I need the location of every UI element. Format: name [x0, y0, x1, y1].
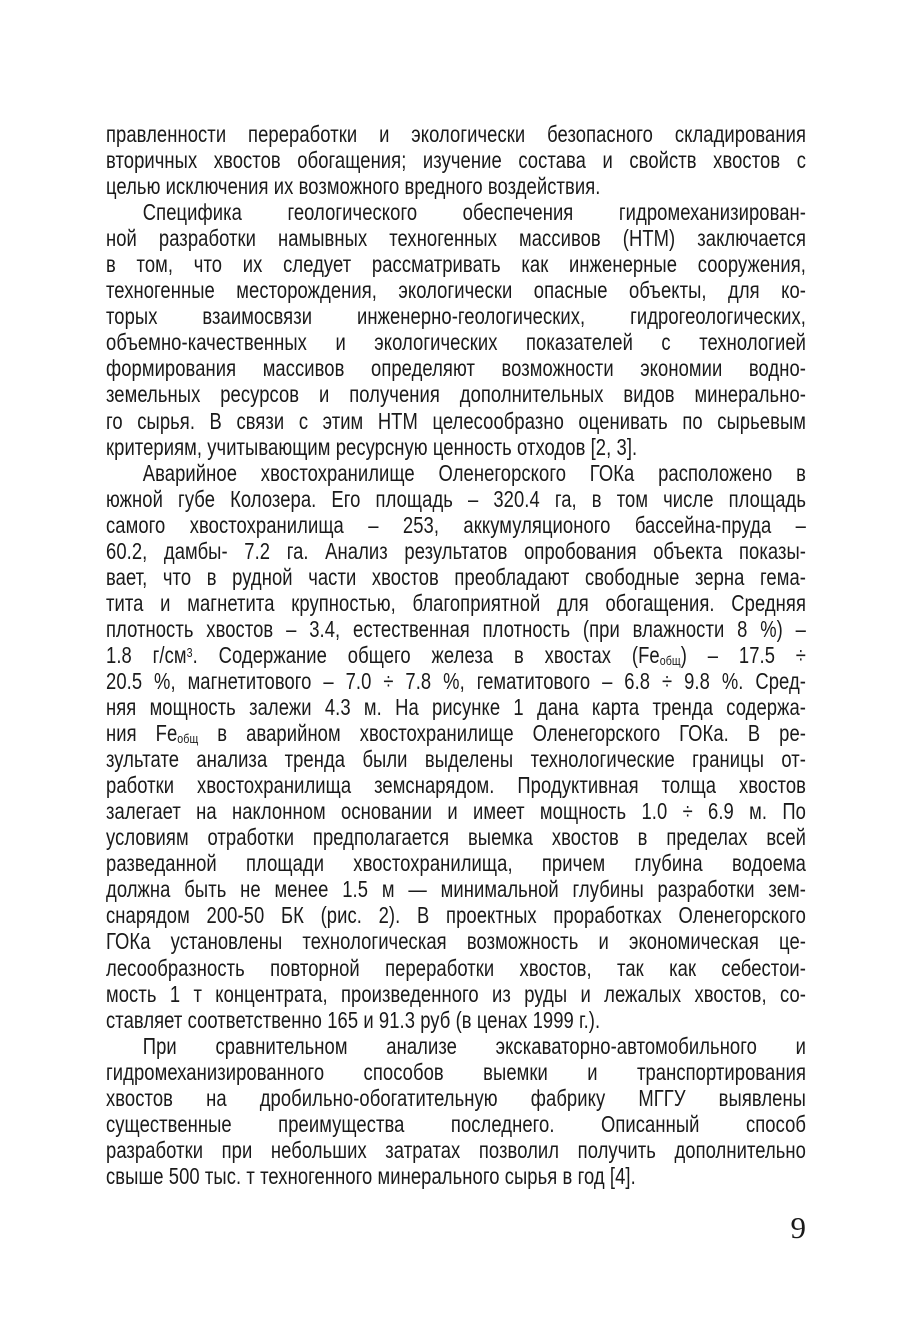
text-line	[106, 381, 806, 407]
paragraph	[106, 199, 806, 459]
text-segment: разведанной площади хвостохранилища, причем глубина водоема	[106, 850, 806, 877]
text-segment: в аварийном хвостохранилище Оленегорского ГОКа. В ре-	[198, 720, 806, 747]
text-segment: общ	[177, 731, 199, 747]
text-line	[106, 1137, 806, 1163]
text-line	[106, 590, 806, 616]
text-segment: . Содержание общего железа в хвостах (Fe	[192, 641, 660, 668]
text-line	[106, 798, 806, 824]
paragraph	[106, 460, 806, 1033]
text-segment: должна быть не менее 1.5 м — минимальной глубины разработки зем-	[106, 876, 806, 903]
text-line	[106, 1163, 806, 1189]
text-segment: Аварийное хвостохранилище Оленегорского ГОКа расположено в	[142, 459, 807, 486]
text-segment: общ	[659, 653, 681, 669]
text-line	[106, 746, 806, 772]
text-line	[106, 616, 806, 642]
text-line	[106, 1007, 806, 1033]
text-block	[106, 121, 806, 1189]
text-segment: земельных ресурсов и получения дополнительных видов минерально-	[106, 381, 806, 408]
text-line	[106, 955, 806, 981]
paragraph	[106, 1033, 806, 1189]
text-line	[106, 329, 806, 355]
text-segment: разработки при небольших затратах позволил получить дополнительно	[106, 1136, 806, 1163]
text-line	[106, 277, 806, 303]
text-line	[106, 121, 806, 147]
text-segment: объемно-качественных и экологических показателей с технологией	[106, 329, 806, 356]
text-line	[106, 1111, 806, 1137]
text-segment: вторичных хвостов обогащения; изучение состава и свойств хвостов с	[106, 147, 806, 174]
text-segment: мость 1 т концентрата, произведенного из руды и лежалых хвостов, со-	[106, 980, 806, 1007]
text-segment: торых взаимосвязи инженерно-геологических, гидрогеологических,	[106, 303, 806, 330]
text-line	[106, 225, 806, 251]
text-segment: 20.5 %, магнетитового – 7.0 ÷ 7.8 %, гематитового – 6.8 ÷ 9.8 %. Сред-	[106, 667, 806, 694]
text-segment: гидромеханизированного способов выемки и транспортирования	[106, 1058, 806, 1085]
text-segment: ной разработки намывных техногенных массивов (НТМ) заключается	[106, 225, 806, 252]
text-line	[106, 564, 806, 590]
text-segment: няя мощность залежи 4.3 м. На рисунке 1 дана карта тренда содержа-	[106, 694, 806, 721]
text-segment: условиям отработки предполагается выемка хвостов в пределах всей	[106, 824, 806, 851]
text-segment: лесообразность повторной переработки хвостов, так как себестои-	[106, 954, 806, 981]
text-segment: в том, что их следует рассматривать как инженерные сооружения,	[106, 251, 806, 278]
text-line	[106, 824, 806, 850]
text-segment: техногенные месторождения, экологически опасные объекты, для ко-	[106, 277, 806, 304]
text-line	[106, 772, 806, 798]
text-segment: залегает на наклонном основании и имеет мощность 1.0 ÷ 6.9 м. По	[106, 798, 806, 825]
text-segment: Специфика геологического обеспечения гидромеханизирован-	[142, 199, 807, 226]
text-line	[106, 512, 806, 538]
page-number: 9	[790, 1210, 806, 1245]
text-segment: существенные преимущества последнего. Описанный способ	[106, 1110, 806, 1137]
text-segment: го сырья. В связи с этим НТМ целесообразно оценивать по сырьевым	[106, 407, 806, 434]
text-segment: южной губе Колозера. Его площадь – 320.4 га, в том числе площадь	[106, 485, 806, 512]
text-segment: тита и магнетита крупностью, благоприятной для обогащения. Средняя	[106, 589, 806, 616]
text-segment: ния Fe	[106, 720, 178, 747]
paragraph	[106, 121, 806, 199]
text-line	[106, 538, 806, 564]
text-line	[106, 303, 806, 329]
text-line	[106, 173, 806, 199]
text-segment: снарядом 200-50 БК (рис. 2). В проектных проработках Оленегорского	[106, 902, 806, 929]
text-line	[106, 694, 806, 720]
text-line	[106, 1085, 806, 1111]
text-segment: вает, что в рудной части хвостов преобладают свободные зерна гема-	[106, 563, 806, 590]
text-segment: зультате анализа тренда были выделены технологические границы от-	[106, 746, 806, 773]
text-segment: правленности переработки и экологически безопасного складирования	[106, 121, 806, 147]
text-segment: плотность хвостов – 3.4, естественная плотность (при влажности 8 %) –	[106, 615, 806, 642]
text-segment: ) – 17.5 ÷	[680, 641, 806, 668]
text-line	[106, 876, 806, 902]
text-line	[106, 902, 806, 928]
text-segment: самого хвостохранилища – 253, аккумуляционого бассейна-пруда –	[106, 511, 806, 538]
text-line	[106, 434, 806, 460]
text-segment: ставляет соответственно 165 и 91.3 руб (в ценах 1999 г.).	[106, 1006, 601, 1033]
text-segment: критериям, учитывающим ресурсную ценность отходов [2, 3].	[106, 433, 638, 460]
text-line	[106, 251, 806, 277]
text-line	[106, 720, 806, 746]
text-line	[106, 928, 806, 954]
text-line	[106, 460, 806, 486]
text-line	[106, 486, 806, 512]
text-line	[106, 642, 806, 668]
text-line	[106, 668, 806, 694]
text-segment: ГОКа установлены технологическая возможность и экономическая це-	[106, 928, 806, 955]
text-line	[106, 147, 806, 173]
text-segment: формирования массивов определяют возможности экономии водно-	[106, 355, 806, 382]
text-segment: 1.8 г/см	[106, 641, 187, 668]
text-segment: целью исключения их возможного вредного воздействия.	[106, 173, 601, 200]
text-segment: работки хвостохранилища земснарядом. Продуктивная толща хвостов	[106, 772, 806, 799]
text-line	[106, 850, 806, 876]
text-line	[106, 355, 806, 381]
body-text	[106, 121, 806, 1189]
text-line	[106, 1033, 806, 1059]
text-segment: 60.2, дамбы- 7.2 га. Анализ результатов опробования объекта показы-	[106, 537, 806, 564]
text-segment: хвостов на дробильно-обогатительную фабрику МГГУ выявлены	[106, 1084, 806, 1111]
text-segment: свыше 500 тыс. т техногенного минерального сырья в год [4].	[106, 1162, 636, 1189]
text-segment: При сравнительном анализе экскаваторно-автомобильного и	[142, 1032, 807, 1059]
text-line	[106, 199, 806, 225]
text-line	[106, 408, 806, 434]
text-line	[106, 1059, 806, 1085]
text-segment: 3	[186, 645, 193, 661]
text-line	[106, 981, 806, 1007]
